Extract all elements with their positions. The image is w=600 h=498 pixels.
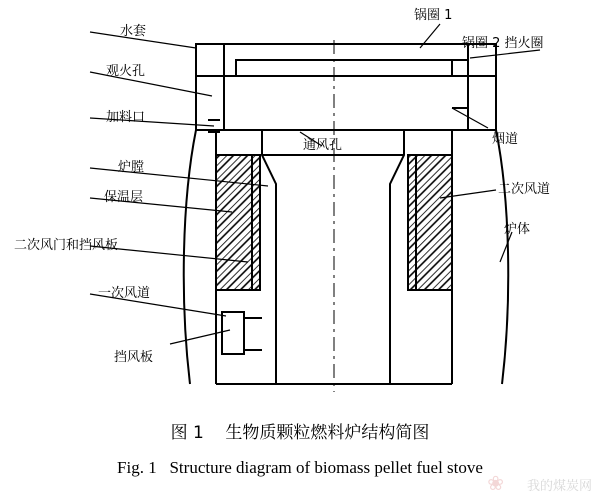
label-vent-hole: 通风孔 bbox=[303, 138, 343, 153]
figure-caption-cn: 图 1 生物质颗粒燃料炉结构简图 bbox=[170, 423, 430, 443]
water-jacket-left bbox=[196, 44, 224, 130]
figure-caption-en: Fig. 1 Structure diagram of biomass pellet fuel stove bbox=[117, 458, 483, 477]
watermark-text: 我的煤炭网 bbox=[526, 479, 592, 494]
chamber-right-wall bbox=[390, 130, 404, 384]
label-stove-body: 炉体 bbox=[504, 222, 531, 237]
label-insulation-layer: 保温层 bbox=[104, 190, 144, 205]
leader-flue bbox=[452, 108, 488, 128]
leader-pot-ring-2 bbox=[470, 50, 540, 58]
label-primary-air-duct: 一次风道 bbox=[98, 286, 151, 301]
fire-ring bbox=[236, 60, 452, 76]
label-pot-ring-2-fire-ring: 锅圈 2 挡火圈 bbox=[462, 36, 544, 51]
leader-lines bbox=[90, 24, 540, 344]
label-pot-ring-1: 锅圈 1 bbox=[414, 8, 453, 23]
label-water-jacket: 水套 bbox=[120, 24, 147, 39]
chamber-left-wall bbox=[262, 130, 276, 384]
label-wind-baffle: 挡风板 bbox=[114, 350, 154, 365]
insulation-left bbox=[216, 155, 260, 290]
label-secondary-air-duct: 二次风道 bbox=[498, 182, 551, 197]
wind-baffle-plate bbox=[222, 312, 244, 354]
label-feed-port: 加料口 bbox=[106, 110, 146, 125]
watermark-flower-icon: ❀ bbox=[487, 473, 504, 495]
label-view-hole: 观火孔 bbox=[106, 64, 146, 79]
stove-outline bbox=[184, 44, 509, 384]
insulation-right bbox=[408, 155, 452, 290]
label-furnace-chamber: 炉膛 bbox=[118, 160, 145, 175]
label-secondary-air-door-and-baffle: 二次风门和挡风板 bbox=[14, 238, 119, 253]
label-flue: 烟道 bbox=[492, 132, 519, 147]
pot-ring-inner-cavity bbox=[224, 76, 468, 130]
